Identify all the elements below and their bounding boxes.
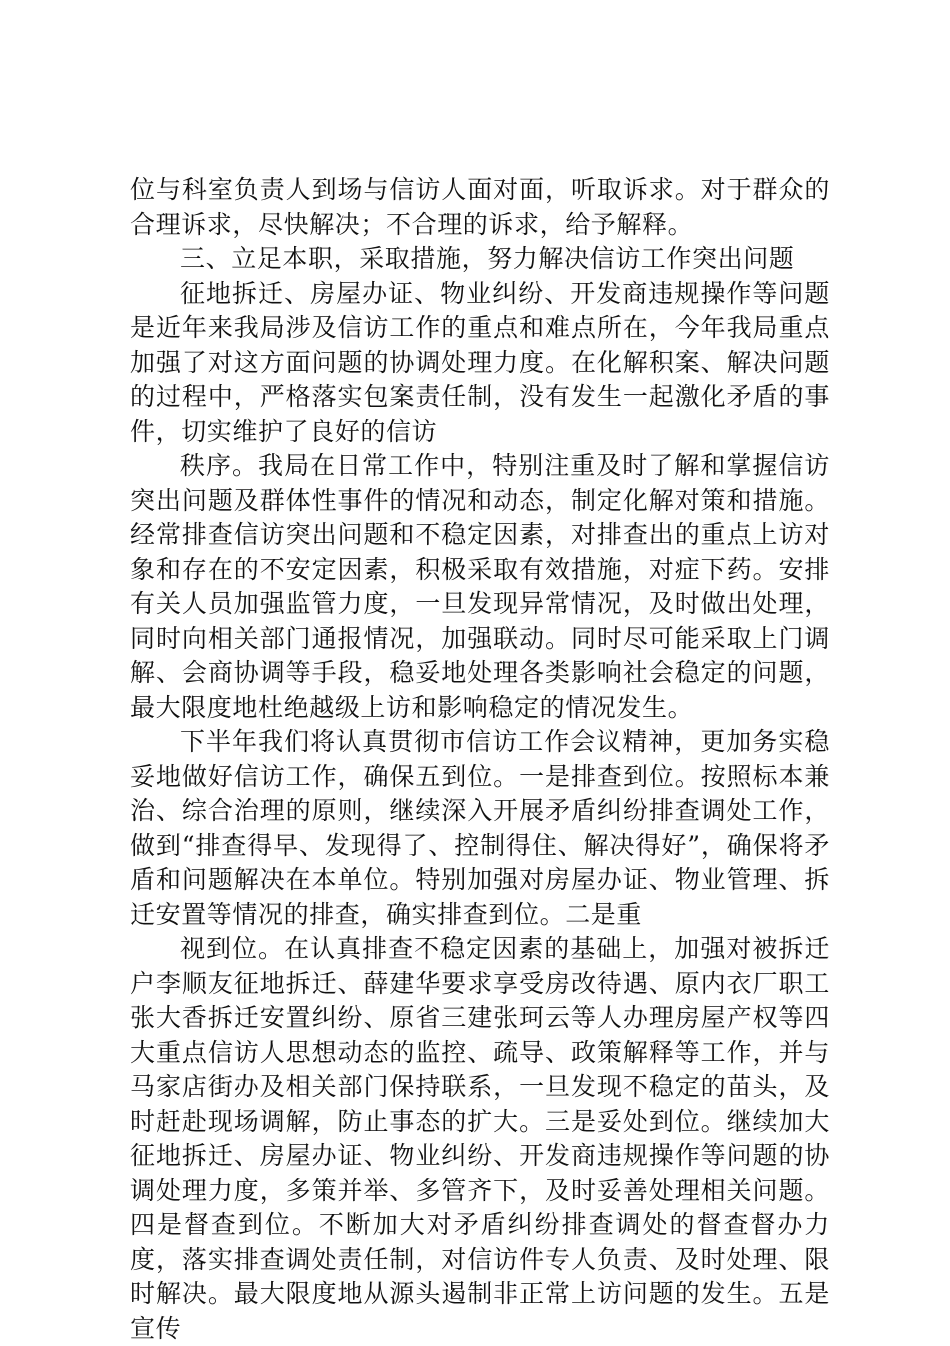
paragraph-continuation: 位与科室负责人到场与信访人面对面，听取诉求。对于群众的合理诉求，尽快解决；不合理的诉求，给予解释。: [130, 175, 830, 239]
section-heading: 三、立足本职，采取措施，努力解决信访工作突出问题: [180, 244, 795, 273]
paragraph: 下半年我们将认真贯彻市信访工作会议精神，更加务实稳妥地做好信访工作，确保五到位。一是排查到位。按照标本兼治、综合治理的原则，继续深入开展矛盾纠纷排查调处工作，做到“排查得早、发现得了、控制得住、解决得好”，确保将矛盾和问题解决在本单位。特别加强对房屋办证、物业管理、拆迁安置等情况的排查，确实排查到位。二是重: [130, 727, 830, 929]
document-body: [130, 173, 830, 1346]
paragraph: 视到位。在认真排查不稳定因素的基础上，加强对被拆迁户李顺友征地拆迁、薛建华要求享受房改待遇、原内衣厂职工张大香拆迁安置纠纷、原省三建张珂云等人办理房屋产权等四大重点信访人思想动态的监控、疏导、政策解释等工作，并与马家店街办及相关部门保持联系，一旦发现不稳定的苗头，及时赶赴现场调解，防止事态的扩大。三是妥处到位。继续加大征地拆迁、房屋办证、物业纠纷、开发商违规操作等问题的协调处理力度，多策并举、多管齐下，及时妥善处理相关问题。四是督查到位。不断加大对矛盾纠纷排查调处的督查督办力度，落实排查调处责任制，对信访件专人负责、及时处理、限时解决。最大限度地从源头遏制非正常上访问题的发生。五是宣传: [130, 934, 830, 1343]
paragraph: 征地拆迁、房屋办证、物业纠纷、开发商违规操作等问题是近年来我局涉及信访工作的重点和难点所在，今年我局重点加强了对这方面问题的协调处理力度。在化解积案、解决问题的过程中，严格落实包案责任制，没有发生一起激化矛盾的事件，切实维护了良好的信访: [130, 278, 830, 446]
paragraph: 秩序。我局在日常工作中，特别注重及时了解和掌握信访突出问题及群体性事件的情况和动态，制定化解对策和措施。经常排查信访突出问题和不稳定因素，对排查出的重点上访对象和存在的不安定因素，积极采取有效措施，对症下药。安排有关人员加强监管力度，一旦发现异常情况，及时做出处理，同时向相关部门通报情况，加强联动。同时尽可能采取上门调解、会商协调等手段，稳妥地处理各类影响社会稳定的问题，最大限度地杜绝越级上访和影响稳定的情况发生。: [130, 451, 830, 722]
